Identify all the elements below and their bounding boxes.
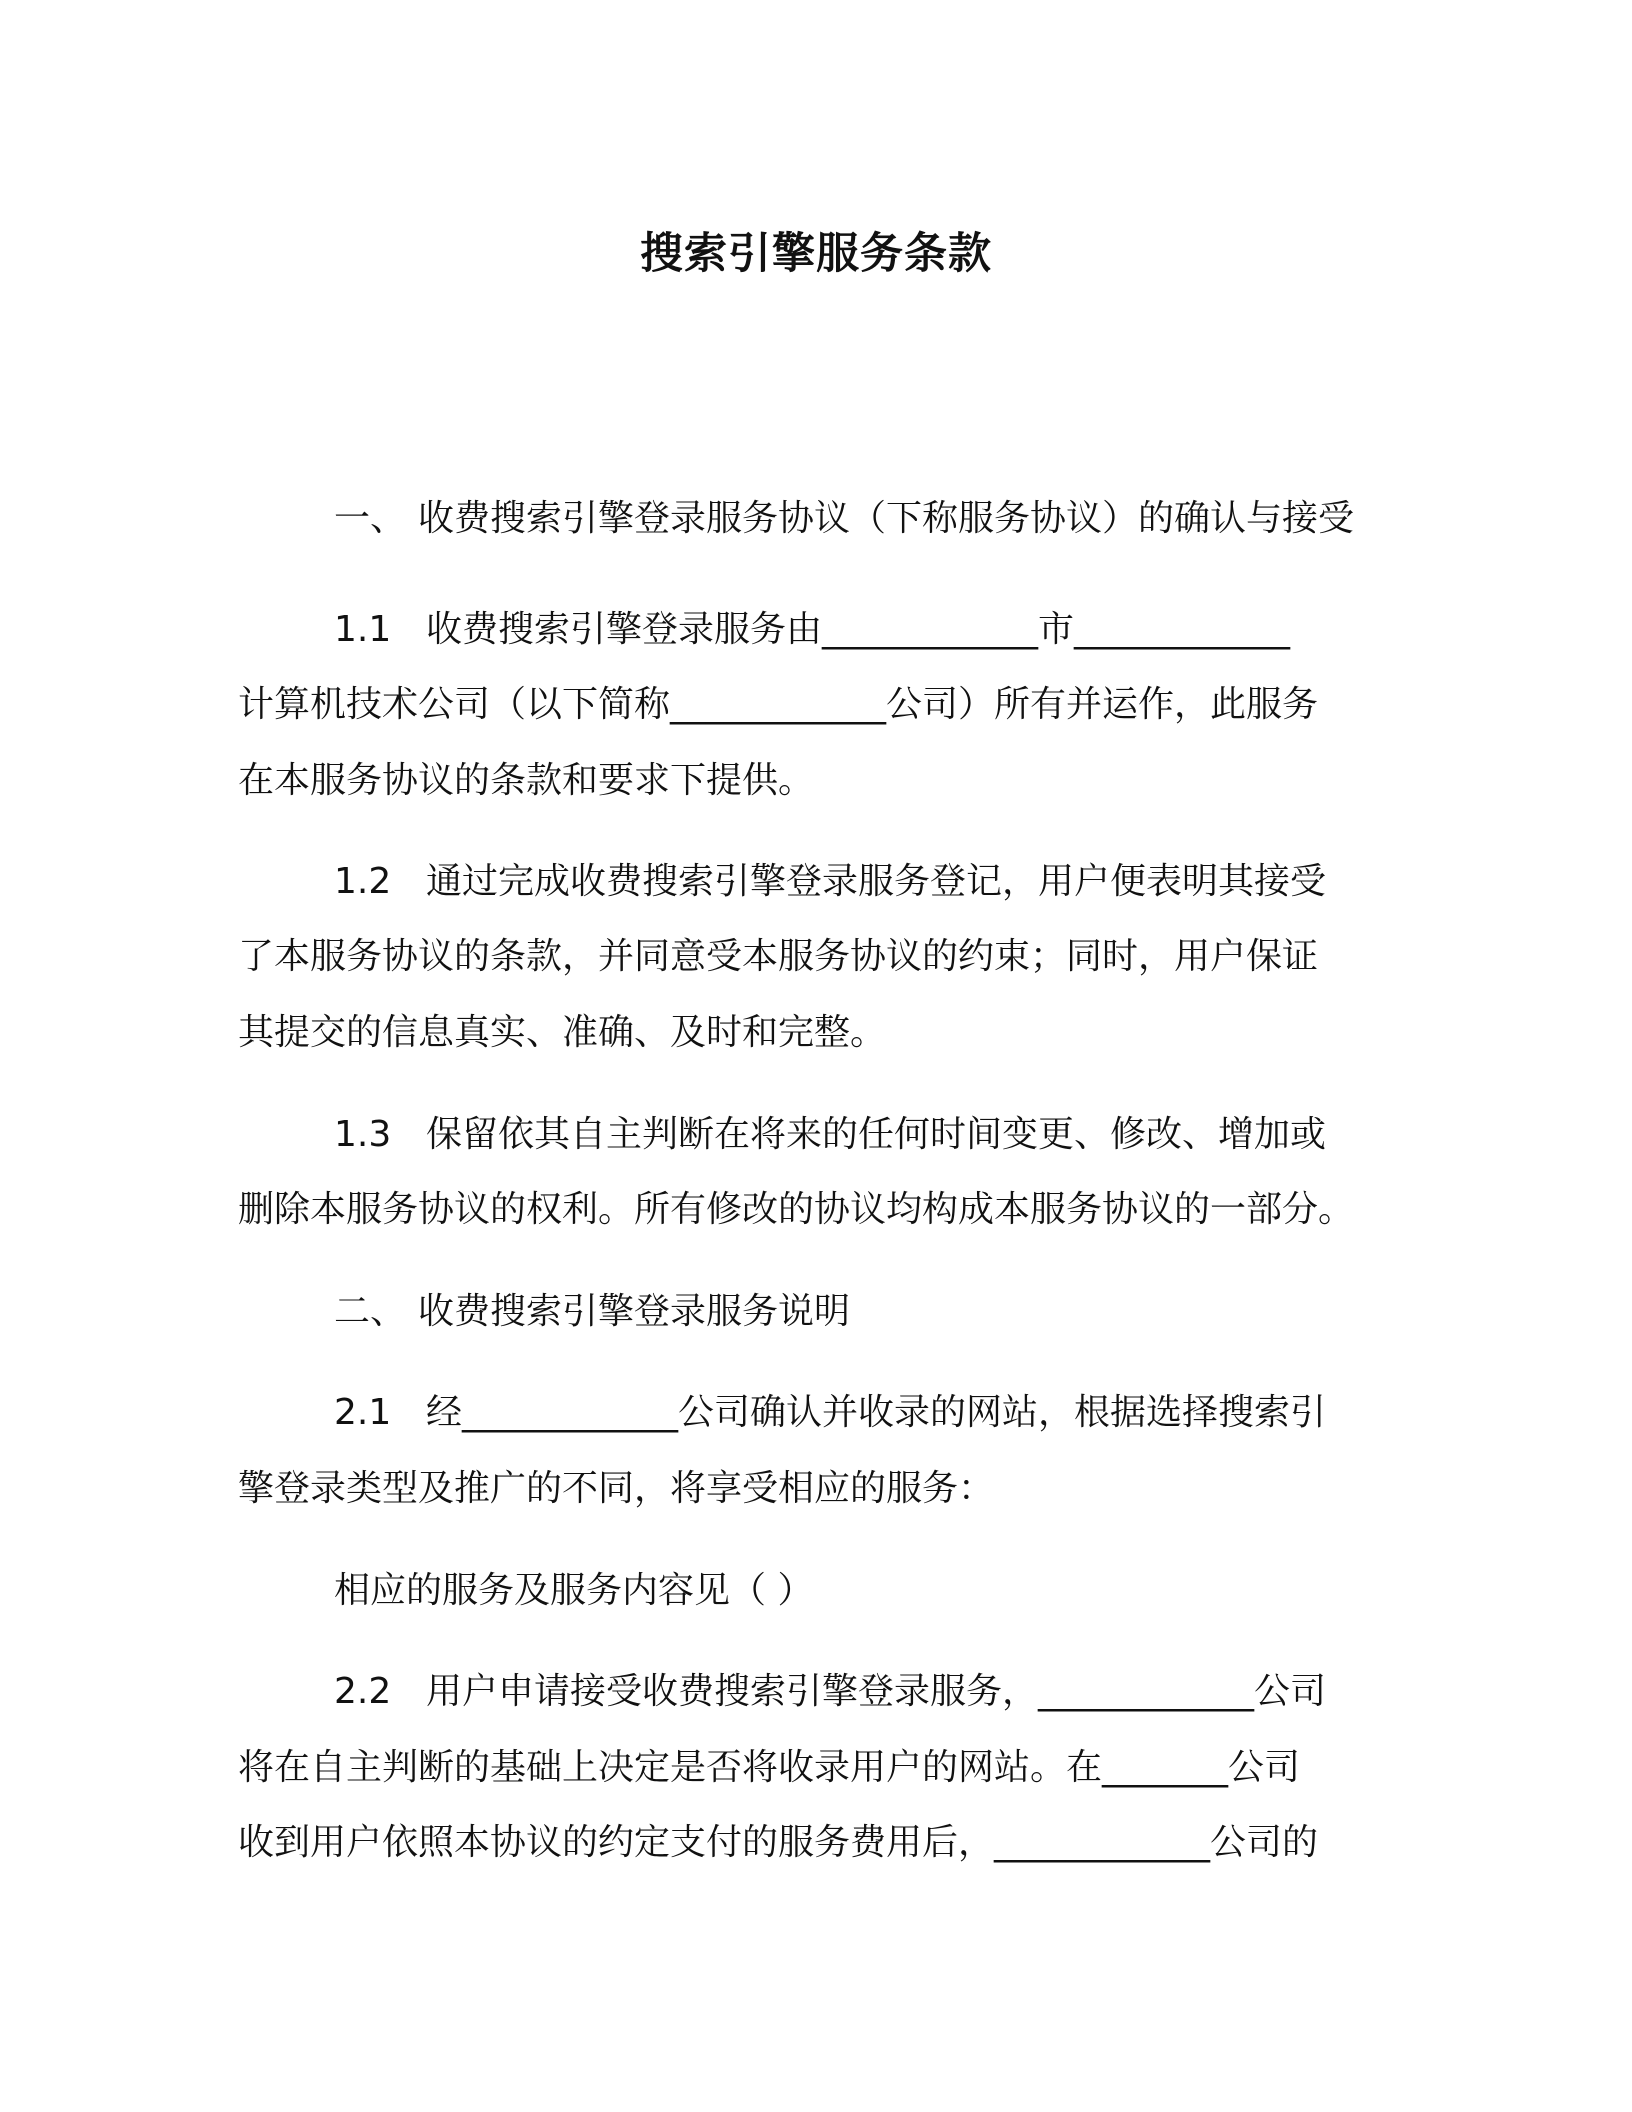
clause-text: 保留依其自主判断在将来的任何时间变更、修改、增加或 [426,1114,1327,1155]
clause-1-1-line-3: 在本服务协议的条款和要求下提供。 [238,760,815,801]
clause-number: 1.1 [334,609,392,650]
clause-text: 通过完成收费搜索引擎登录服务登记，用户便表明其接受 [426,861,1327,902]
document-title: 搜索引擎服务条款 [640,229,992,279]
clause-2-1-note: 相应的服务及服务内容见（ ） [334,1570,814,1611]
section-heading-1 [334,493,1398,545]
clause-number: 2.2 [334,1671,392,1712]
clause-2-1-line-1 [334,1387,1398,1439]
clause-1-3-line-2: 删除本服务协议的权利。所有修改的协议均构成本服务协议的一部分。 [238,1189,1355,1230]
section-number: 一、 [334,498,407,539]
clause-text: 收费搜索引擎登录服务由____________市____________ [426,609,1291,650]
clause-1-2-line-2: 了本服务协议的条款，并同意受本服务协议的约束；同时，用户保证 [238,936,1319,977]
clause-number: 2.1 [334,1392,392,1433]
clause-2-2-line-2: 将在自主判断的基础上决定是否将收录用户的网站。在_______公司 [238,1747,1301,1788]
clause-1-1-line-2: 计算机技术公司（以下简称____________公司）所有并运作，此服务 [238,684,1319,725]
clause-1-3-line-1 [334,1109,1398,1161]
clause-1-2-line-1 [334,856,1398,908]
clause-2-1-line-2: 擎登录类型及推广的不同，将享受相应的服务： [238,1468,995,1509]
clause-text: 用户申请接受收费搜索引擎登录服务，____________公司 [426,1671,1327,1712]
section-number: 二、 [334,1291,407,1332]
clause-text: 经____________公司确认并收录的网站，根据选择搜索引 [426,1392,1327,1433]
section-heading-text: 收费搜索引擎登录服务说明 [418,1291,851,1332]
clause-2-2-line-3: 收到用户依照本协议的约定支付的服务费用后，____________公司的 [238,1822,1319,1863]
clause-2-2-line-1 [334,1666,1398,1718]
clause-1-1-line-1 [334,604,1398,656]
clause-number: 1.2 [334,861,392,902]
section-heading-text: 收费搜索引擎登录服务协议（下称服务协议）的确认与接受 [418,498,1355,539]
clause-number: 1.3 [334,1114,392,1155]
section-heading-2 [334,1286,1398,1338]
clause-1-2-line-3: 其提交的信息真实、准确、及时和完整。 [238,1012,887,1053]
